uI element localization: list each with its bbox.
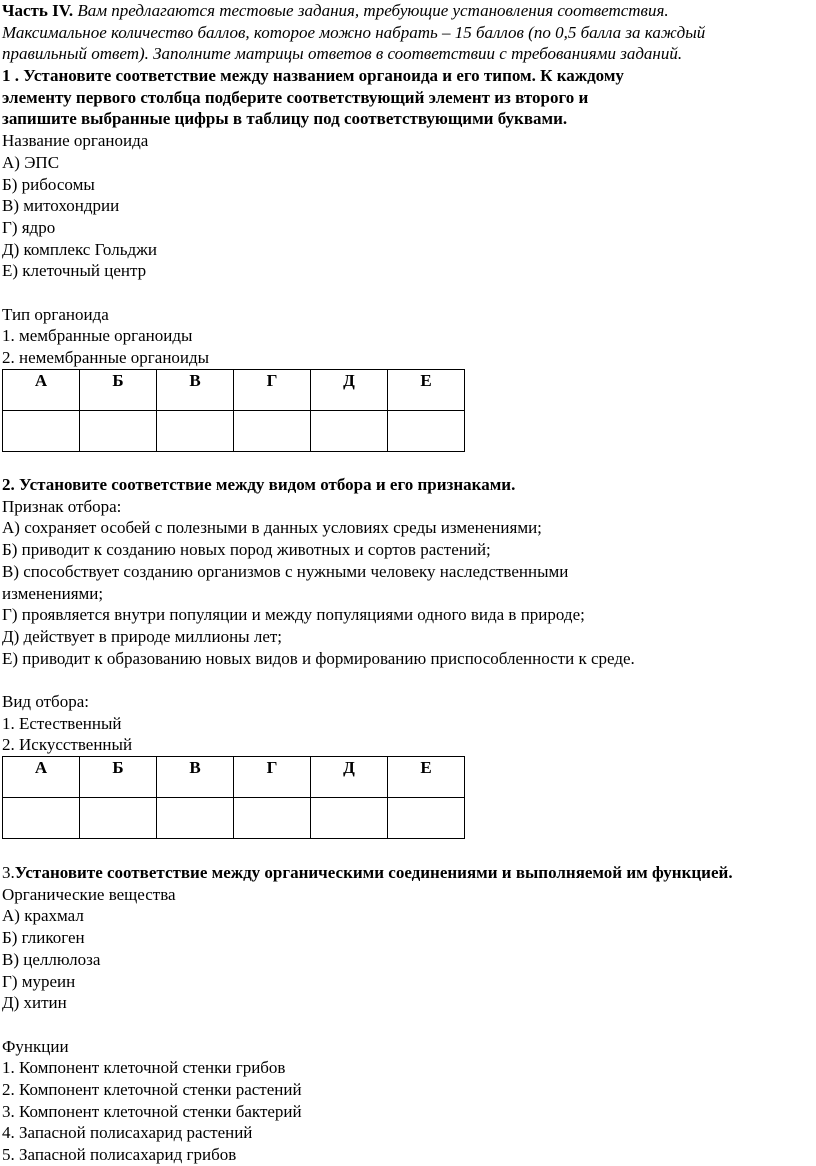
- answer-input-cell[interactable]: [311, 798, 388, 839]
- intro-line-2: Максимальное количество баллов, которое можно набрать – 15 баллов (по 0,5 балла за каждый: [2, 22, 706, 42]
- list-item: В) целлюлоза: [2, 949, 101, 969]
- list-item: 2. немембранные органоиды: [2, 348, 210, 368]
- answer-letter-cell: А: [3, 369, 80, 410]
- part-label: Часть IV.: [2, 1, 74, 20]
- list-item: Е) клеточный центр: [2, 261, 147, 281]
- intro-line-1: [2, 0, 812, 22]
- task-1-right-header: Тип органоида: [2, 304, 109, 324]
- list-item: А) крахмал: [2, 906, 84, 926]
- task-2: [2, 474, 812, 839]
- answer-input-cell[interactable]: [388, 410, 465, 451]
- answer-table-input-row: [3, 798, 465, 839]
- task-1-left-header: Название органоида: [2, 131, 149, 151]
- answer-letter-cell: Б: [80, 757, 157, 798]
- list-item: Б) рибосомы: [2, 174, 95, 194]
- list-item: 1. Естественный: [2, 713, 122, 733]
- task-1-title-line: запишите выбранные цифры в таблицу под соответствующими буквами.: [2, 109, 568, 129]
- answer-letter-cell: Г: [234, 757, 311, 798]
- list-item: В) митохондрии: [2, 196, 120, 216]
- answer-table-header-row: [3, 757, 465, 798]
- answer-input-cell[interactable]: [234, 798, 311, 839]
- task-3-right-header: Функции: [2, 1036, 69, 1056]
- list-item: Е) приводит к образованию новых видов и формированию приспособленности к среде.: [2, 648, 635, 668]
- answer-input-cell[interactable]: [157, 798, 234, 839]
- list-item: Д) комплекс Гольджи: [2, 239, 157, 259]
- answer-input-cell[interactable]: [3, 410, 80, 451]
- list-item: изменениями;: [2, 583, 104, 603]
- answer-input-cell[interactable]: [80, 410, 157, 451]
- task-3-left-header: Органические вещества: [2, 884, 176, 904]
- list-item: Г) ядро: [2, 217, 56, 237]
- task-2-right-header: Вид отбора:: [2, 692, 89, 712]
- answer-input-cell[interactable]: [234, 410, 311, 451]
- answer-input-cell[interactable]: [3, 798, 80, 839]
- list-item: 2. Компонент клеточной стенки растений: [2, 1080, 302, 1100]
- list-item: Г) проявляется внутри популяции и между популяциями одного вида в природе;: [2, 605, 585, 625]
- intro-section: [2, 0, 812, 65]
- task-2-answer-table: [2, 756, 465, 839]
- answer-letter-cell: Е: [388, 369, 465, 410]
- task-1: [2, 65, 812, 452]
- list-item: 1. Компонент клеточной стенки грибов: [2, 1058, 286, 1078]
- list-item: Б) приводит к созданию новых пород животных и сортов растений;: [2, 540, 491, 560]
- answer-letter-cell: А: [3, 757, 80, 798]
- answer-input-cell[interactable]: [80, 798, 157, 839]
- answer-letter-cell: Б: [80, 369, 157, 410]
- list-item: Б) гликоген: [2, 928, 85, 948]
- task-1-title-line: 1 . Установите соответствие между названием органоида и его типом. К каждому: [2, 66, 624, 85]
- answer-letter-cell: Д: [311, 369, 388, 410]
- task-2-left-header: Признак отбора:: [2, 496, 122, 516]
- answer-letter-cell: Е: [388, 757, 465, 798]
- answer-input-cell[interactable]: [311, 410, 388, 451]
- list-item: 2. Искусственный: [2, 735, 133, 755]
- list-item: Г) муреин: [2, 971, 76, 991]
- list-item: А) сохраняет особей с полезными в данных условиях среды изменениями;: [2, 518, 542, 538]
- list-item: 5. Запасной полисахарид грибов: [2, 1145, 237, 1165]
- list-item: 4. Запасной полисахарид растений: [2, 1123, 253, 1143]
- list-item: 3. Компонент клеточной стенки бактерий: [2, 1101, 302, 1121]
- task-1-title-line: элементу первого столбца подберите соответствующий элемент из второго и: [2, 87, 589, 107]
- list-item: 1. мембранные органоиды: [2, 326, 193, 346]
- task-1-answer-table: [2, 369, 465, 452]
- answer-letter-cell: В: [157, 757, 234, 798]
- list-item: А) ЭПС: [2, 152, 60, 172]
- intro-line-3: правильный ответ). Заполните матрицы ответов в соответствии с требованиями заданий.: [2, 44, 683, 64]
- task-3: [2, 862, 812, 1166]
- answer-table-input-row: [3, 410, 465, 451]
- list-item: В) способствует созданию организмов с нужными человеку наследственными: [2, 561, 569, 581]
- answer-input-cell[interactable]: [157, 410, 234, 451]
- task-2-title: 2. Установите соответствие между видом отбора и его признаками.: [2, 475, 516, 494]
- task-3-number: 3.: [2, 863, 15, 882]
- intro-text: Вам предлагаются тестовые задания, требующие установления соответствия.: [73, 1, 669, 20]
- answer-letter-cell: Г: [234, 369, 311, 410]
- answer-input-cell[interactable]: [388, 798, 465, 839]
- task-3-title-text: Установите соответствие между органическими соединениями и выполняемой им функцией.: [14, 863, 733, 882]
- task-3-title: [2, 862, 812, 884]
- answer-letter-cell: В: [157, 369, 234, 410]
- list-item: Д) действует в природе миллионы лет;: [2, 626, 283, 646]
- answer-letter-cell: Д: [311, 757, 388, 798]
- list-item: Д) хитин: [2, 993, 67, 1013]
- answer-table-header-row: [3, 369, 465, 410]
